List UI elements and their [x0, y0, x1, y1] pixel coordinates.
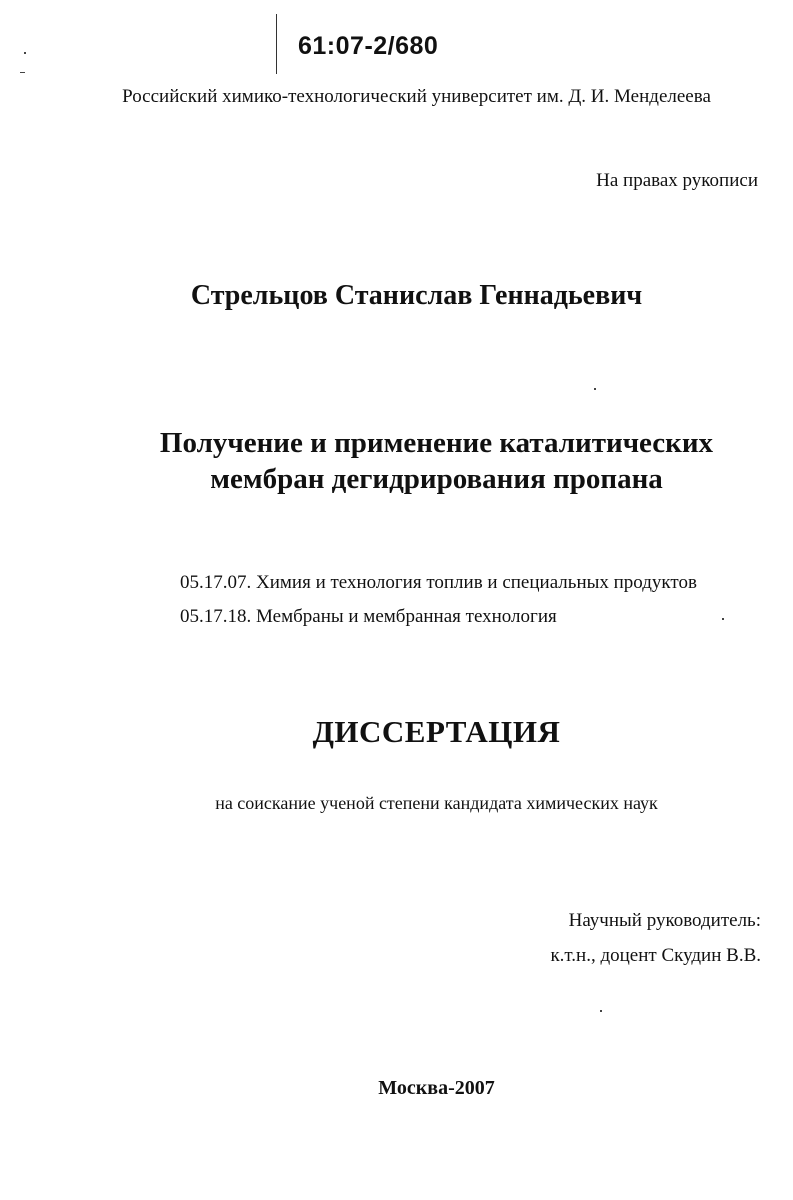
- scan-speck: [24, 52, 26, 54]
- city-and-year: Москва-2007: [378, 1077, 495, 1099]
- dissertation-title: [0, 425, 793, 497]
- degree-statement: на соискание ученой степени кандидата химических наук: [215, 793, 658, 813]
- supervisor-label: Научный руководитель:: [568, 910, 761, 931]
- archive-stamp-number: 61:07-2/680: [298, 32, 439, 60]
- document-type-heading: ДИССЕРТАЦИЯ: [312, 714, 561, 749]
- scan-speck: [594, 388, 596, 390]
- scan-speck: [722, 618, 724, 620]
- title-line-1: Получение и применение каталитических: [159, 427, 714, 459]
- supervisor-block: [550, 903, 761, 973]
- scan-margin-line: [276, 14, 277, 74]
- scan-speck: [20, 72, 25, 73]
- supervisor-name: к.т.н., доцент Скудин В.В.: [550, 945, 761, 966]
- title-line-2: мембран дегидрирования пропана: [210, 463, 663, 495]
- manuscript-rights-note: На правах рукописи: [596, 170, 758, 191]
- author-name: Стрельцов Станислав Геннадьевич: [190, 280, 643, 311]
- specialty-code-2: 05.17.18. Мембраны и мембранная технология: [180, 606, 557, 627]
- specialty-code-1: 05.17.07. Химия и технология топлив и специальных продуктов: [180, 572, 697, 593]
- scan-speck: [600, 1010, 602, 1012]
- university-name: Российский химико-технологический университет им. Д. И. Менделеева: [122, 86, 711, 107]
